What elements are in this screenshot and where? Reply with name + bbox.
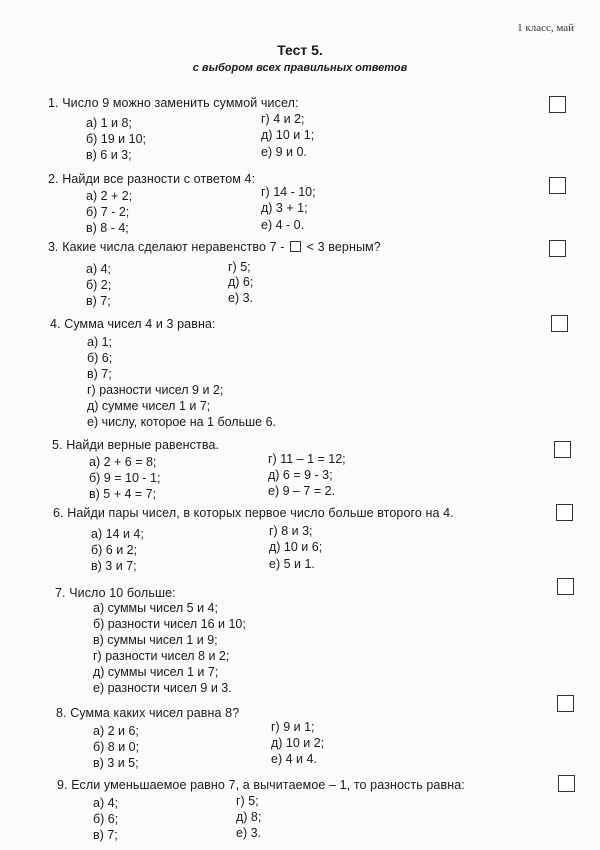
option-e: е) числу, которое на 1 больше 6. [87,415,276,429]
option-a: а) 4; [93,796,119,810]
option-b: б) 6 и 2; [91,543,138,557]
option-g: г) 8 и 3; [269,524,313,538]
option-g: г) 5; [228,260,251,274]
option-d: д) 6; [228,275,254,289]
option-d: д) 10 и 2; [271,736,325,750]
question-text: 7. Число 10 больше: [55,586,176,600]
option-e: е) 9 – 7 = 2. [268,484,336,498]
option-g: г) 9 и 1; [271,720,315,734]
option-v: в) 3 и 7; [91,559,137,573]
option-b: б) 6; [93,812,119,826]
answer-box[interactable] [557,578,574,595]
answer-box[interactable] [549,96,566,113]
blank-box [290,241,301,252]
option-e: е) 3. [228,291,254,305]
answer-box[interactable] [549,240,566,257]
answer-box[interactable] [549,177,566,194]
option-e: е) разности чисел 9 и 3. [93,681,232,695]
answer-box[interactable] [554,441,571,458]
option-d: д) 3 + 1; [261,201,308,215]
option-v: в) 6 и 3; [86,148,132,162]
option-d: д) 10 и 1; [261,128,315,142]
option-g: г) разности чисел 8 и 2; [93,649,230,663]
test-subtitle: с выбором всех правильных ответов [192,62,408,74]
option-g: г) разности чисел 9 и 2; [87,383,224,397]
option-v: в) 5 + 4 = 7; [89,487,157,501]
option-e: е) 3. [236,826,262,840]
option-d: д) 8; [236,810,262,824]
question-text: 2. Найди все разности с ответом 4: [48,172,256,186]
option-e: е) 9 и 0. [261,145,307,159]
question-text: 5. Найди верные равенства. [52,438,220,452]
grade-note: 1 класс, май [517,22,574,34]
option-v: в) 7; [87,367,112,381]
question-text: 9. Если уменьшаемое равно 7, а вычитаемое – 1, то разность равна: [57,778,465,792]
option-b: б) 7 - 2; [86,205,130,219]
option-e: е) 4 и 4. [271,752,317,766]
option-a: а) 1 и 8; [86,116,132,130]
option-g: г) 4 и 2; [261,112,305,126]
option-b: б) 2; [86,278,112,292]
option-g: г) 11 – 1 = 12; [268,452,346,466]
option-g: г) 14 - 10; [261,185,316,199]
question-text-end: < 3 верным? [306,240,381,254]
option-a: а) 14 и 4; [91,527,144,541]
option-a: а) 4; [86,262,112,276]
option-d: д) сумме чисел 1 и 7; [87,399,211,413]
option-a: а) 1; [87,335,113,349]
question-text: 6. Найди пары чисел, в которых первое число больше второго на 4. [53,506,454,520]
answer-box[interactable] [551,315,568,332]
option-b: б) 6; [87,351,113,365]
option-d: д) суммы чисел 1 и 7; [93,665,219,679]
answer-box[interactable] [558,775,575,792]
option-d: д) 6 = 9 - 3; [268,468,333,482]
option-e: е) 5 и 1. [269,557,315,571]
option-b: б) 8 и 0; [93,740,140,754]
option-v: в) 8 - 4; [86,221,129,235]
answer-box[interactable] [556,504,573,521]
question-text [48,240,381,254]
option-v: в) 7; [86,294,111,308]
option-a: а) суммы чисел 5 и 4; [93,601,218,615]
option-v: в) 7; [93,828,118,842]
option-a: а) 2 + 6 = 8; [89,455,157,469]
option-b: б) разности чисел 16 и 10; [93,617,246,631]
test-title: Тест 5. [277,42,323,58]
option-g: г) 5; [236,794,259,808]
question-text: 8. Сумма каких чисел равна 8? [56,706,240,720]
option-b: б) 19 и 10; [86,132,147,146]
option-d: д) 10 и 6; [269,540,323,554]
option-e: е) 4 - 0. [261,218,305,232]
option-a: а) 2 и 6; [93,724,139,738]
option-b: б) 9 = 10 - 1; [89,471,161,485]
answer-box[interactable] [557,695,574,712]
question-text: 1. Число 9 можно заменить суммой чисел: [48,96,299,110]
question-text: 4. Сумма чисел 4 и 3 равна: [50,317,216,331]
option-v: в) 3 и 5; [93,756,139,770]
question-text-start: 3. Какие числа сделают неравенство 7 - [48,240,285,254]
option-v: в) суммы чисел 1 и 9; [93,633,218,647]
option-a: а) 2 + 2; [86,189,133,203]
